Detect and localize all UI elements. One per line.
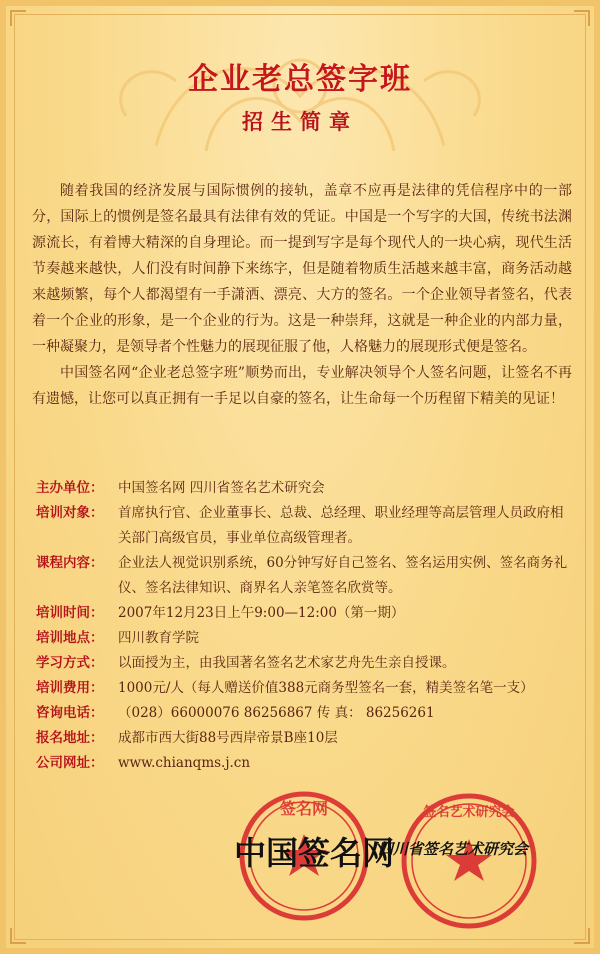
info-row-curriculum [36,551,576,601]
info-label: 培训时间： [36,605,104,621]
info-row-method [36,651,576,676]
info-value[interactable]: www.chianqms.j.cn [118,755,251,771]
page-title: 企业老总签字班 [188,62,412,97]
info-label: 咨询电话： [36,705,104,721]
intro-text [32,178,572,412]
signature-sichuan-society: 四川省签名艺术研究会 [378,840,529,858]
info-value: 四川教育学院 [118,630,199,646]
info-label: 培训对象： [36,505,104,521]
info-row-organizer [36,476,576,501]
page-subtitle: 招生简章 [242,109,358,134]
info-value: 2007年12月23日上午9:00—12:00（第一期） [118,605,405,621]
corner-ornament [574,10,590,26]
info-row-fee [36,676,576,701]
info-row-location [36,626,576,651]
info-row-time [36,601,576,626]
left-seal-text: 签名网 [279,799,329,818]
info-value: （028）66000076 86256867 传 真： 86256261 [118,705,435,721]
info-value: 以面授为主，由我国著名签名艺术家艺舟先生亲自授课。 [118,655,456,671]
signature-china-qianming-net: 中国签名网 [234,834,395,872]
info-label: 培训费用： [36,680,104,696]
info-label: 公司网址： [36,755,104,771]
intro-paragraph: 随着我国的经济发展与国际惯例的接轨，盖章不应再是法律的凭信程序中的一部分，国际上的惯例是签名最具有法律有效的凭证。中国是一个写字的大国，传统书法渊源流长，有着博大精深的自身理论。而一提到写字是每个现代人的一块心病，现代生活节奏越来越快，人们没有时间静下来练字，但是随着物质生活越来越丰富，商务活动越来越频繁，每个人都渴望有一手潇洒、漂亮、大方的签名。一个企业领导者签名，代表着一个企业的形象，是一个企业的行为。这是一种崇拜，这就是一种企业的内部力量，一种凝聚力，是领导者个性魅力的展现征服了他，人格魅力的展现形式便是签名。 [32,183,572,355]
info-row-phone [36,701,576,726]
right-seal [404,796,534,926]
info-value: 中国签名网 四川省签名艺术研究会 [118,480,325,496]
info-label: 课程内容： [36,555,104,571]
info-row-website [36,751,576,776]
corner-ornament [10,10,26,26]
right-seal-text: 签名艺术研究会 [423,805,515,820]
info-value: 成都市西大街88号西岸帝景B座10层 [118,730,338,746]
info-label: 学习方式： [36,655,104,671]
info-value: 1000元/人（每人赠送价值388元商务型签名一套，精美签名笔一支） [118,680,534,696]
info-row-address [36,726,576,751]
info-value: 企业法人视觉识别系统，60分钟写好自己签名、签名运用实例、签名商务礼仪、签名法律知识、商界名人亲笔签名欣赏等。 [118,555,568,596]
info-label: 主办单位： [36,480,104,496]
info-label: 培训地点： [36,630,104,646]
info-list [36,476,576,776]
info-row-audience [36,501,576,551]
intro-paragraph: 中国签名网“企业老总签字班”顺势而出，专业解决领导个人签名问题，让签名不再有遗憾，让您可以真正拥有一手足以自豪的签名，让生命每一个历程留下精美的见证！ [32,365,572,407]
info-label: 报名地址： [36,730,104,746]
info-value: 首席执行官、企业董事长、总裁、总经理、职业经理等高层管理人员政府相关部门高级官员，事业单位高级管理者。 [118,505,564,546]
signature-area [6,786,594,936]
